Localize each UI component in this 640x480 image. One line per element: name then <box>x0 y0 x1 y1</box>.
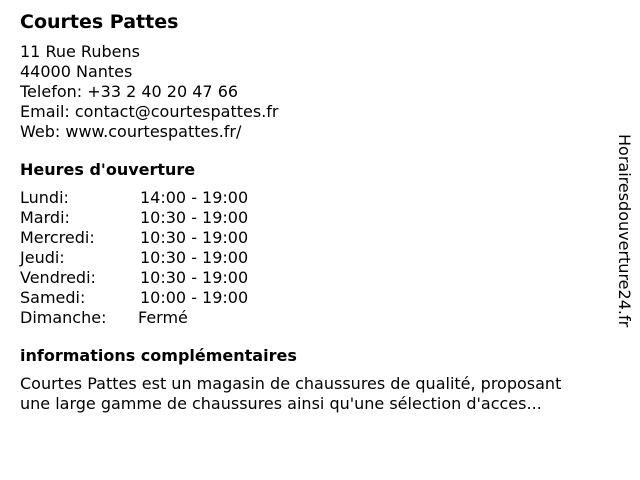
hours-row-sunday <box>20 308 600 328</box>
day-label: Samedi: <box>20 288 86 307</box>
hours-row-tuesday <box>20 208 600 228</box>
description-line: Courtes Pattes est un magasin de chaussures de qualité, proposant <box>20 374 562 393</box>
day-label: Lundi: <box>20 188 69 207</box>
web-label: Web: <box>20 122 61 141</box>
web-link[interactable]: www.courtespattes.fr/ <box>65 122 242 141</box>
web-line <box>20 122 600 142</box>
email-label: Email: <box>20 102 70 121</box>
hours-row-thursday <box>20 248 600 268</box>
side-brand-watermark <box>612 134 634 370</box>
day-time: 14:00 - 19:00 <box>140 188 249 207</box>
phone-label: Telefon: <box>20 82 83 101</box>
day-label: Jeudi: <box>20 248 65 267</box>
hours-row-monday <box>20 188 600 208</box>
day-time: 10:00 - 19:00 <box>140 288 249 307</box>
description-line: une large gamme de chaussures ainsi qu'une sélection d'acces... <box>20 394 542 413</box>
contact-block <box>20 42 600 142</box>
business-description <box>20 374 600 414</box>
day-time: 10:30 - 19:00 <box>140 228 249 247</box>
hours-row-friday <box>20 268 600 288</box>
email-link[interactable]: contact@courtespattes.fr <box>74 102 279 121</box>
business-card <box>20 10 600 414</box>
day-label: Mardi: <box>20 208 70 227</box>
business-name: Courtes Pattes <box>20 11 179 33</box>
email-line <box>20 102 600 122</box>
phone-link[interactable]: +33 2 40 20 47 66 <box>87 82 239 101</box>
phone-line <box>20 82 600 102</box>
hours-row-saturday <box>20 288 600 308</box>
day-time: 10:30 - 19:00 <box>140 208 249 227</box>
hours-heading: Heures d'ouverture <box>20 160 196 179</box>
day-label: Dimanche: <box>20 308 107 327</box>
info-heading: informations complémentaires <box>20 346 297 365</box>
day-time: Fermé <box>138 308 188 327</box>
hours-table <box>20 188 600 328</box>
day-label: Mercredi: <box>20 228 95 247</box>
day-label: Vendredi: <box>20 268 96 287</box>
hours-row-wednesday <box>20 228 600 248</box>
side-brand-text[interactable]: Horairesdouverture24.fr <box>615 134 634 328</box>
address-street: 11 Rue Rubens <box>20 42 140 61</box>
address-city: 44000 Nantes <box>20 62 133 81</box>
day-time: 10:30 - 19:00 <box>140 248 249 267</box>
day-time: 10:30 - 19:00 <box>140 268 249 287</box>
